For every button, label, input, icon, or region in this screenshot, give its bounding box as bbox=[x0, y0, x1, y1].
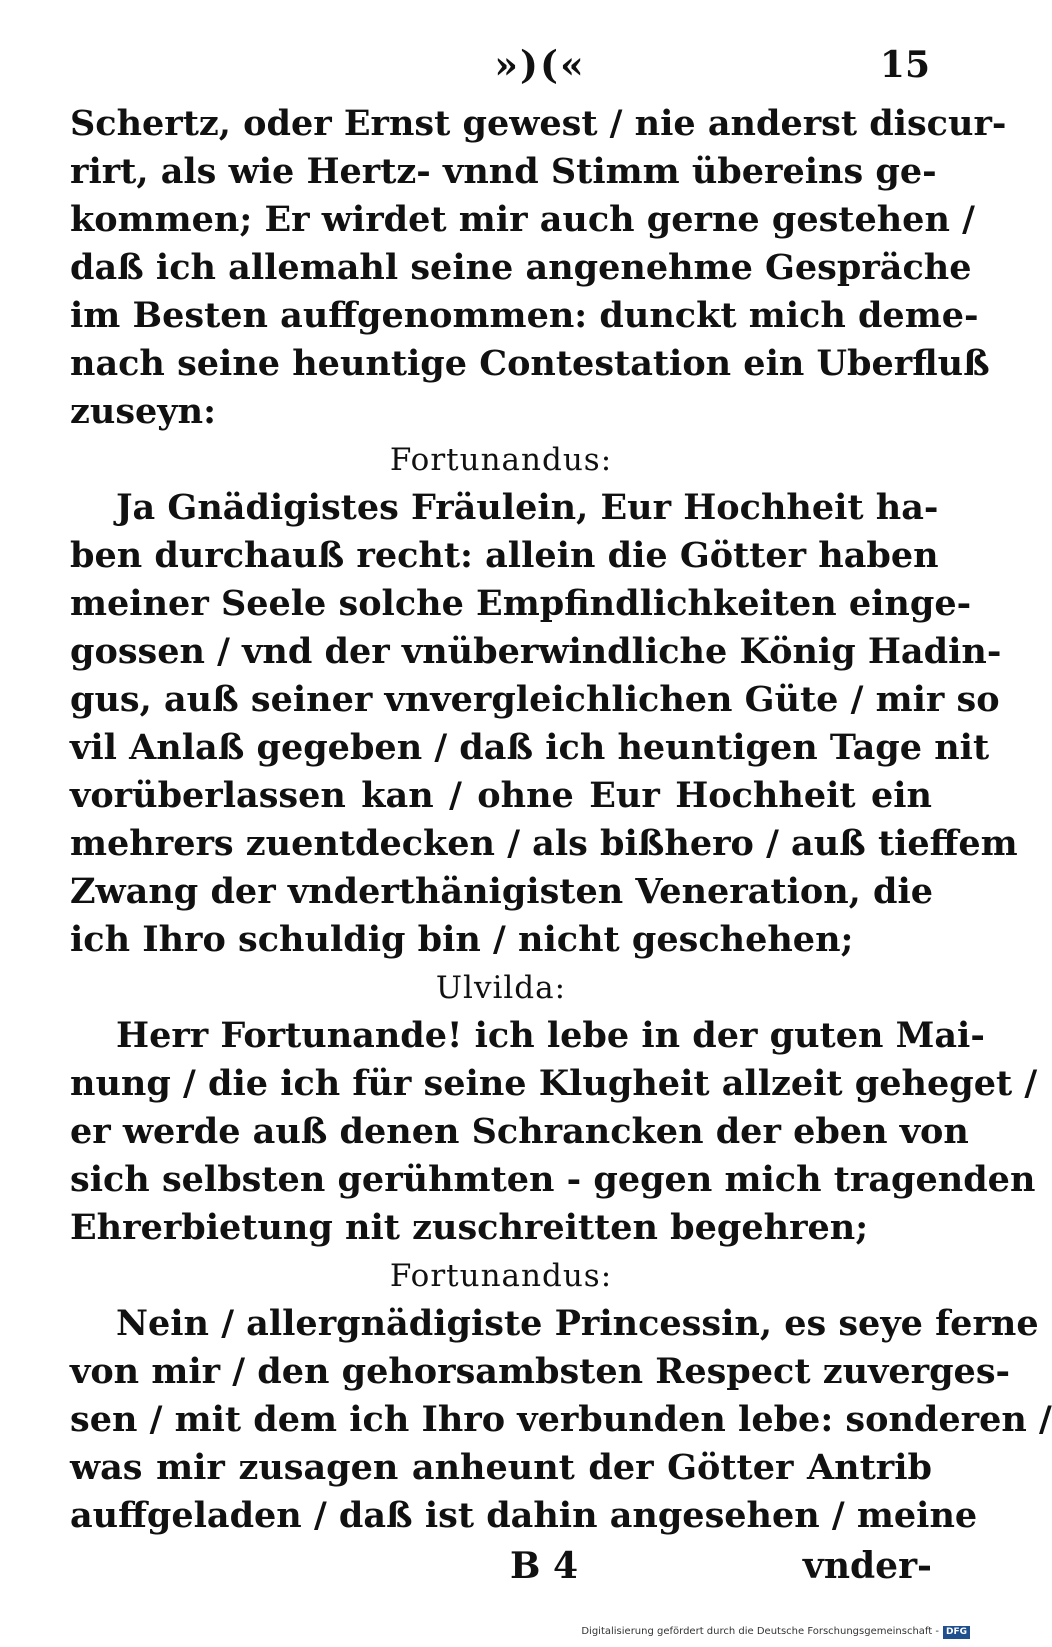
text-line: Herr Fortunande! ich lebe in der guten Mai- bbox=[116, 1015, 985, 1056]
text-line: zuseyn: bbox=[70, 391, 216, 432]
text-line: ich Ihro schuldig bin / nicht geschehen; bbox=[70, 919, 854, 960]
text-line: kommen; Er wirdet mir auch gerne gestehen / bbox=[70, 199, 975, 240]
text-line: nach seine heuntige Contestation ein Uberfluß bbox=[70, 343, 990, 384]
text-line: mehrers zuentdecken / als bißhero / auß tieffem bbox=[70, 823, 1018, 864]
text-line: er werde auß denen Schrancken der eben von bbox=[70, 1111, 969, 1152]
text-line: ben durchauß recht: allein die Götter haben bbox=[70, 535, 939, 576]
speaker-name: Fortunandus: bbox=[389, 1258, 613, 1294]
text-line: gus, auß seiner vnvergleichlichen Güte / mir so bbox=[70, 679, 1000, 720]
signature-mark: B 4 bbox=[510, 1545, 579, 1587]
text-line: sen / mit dem ich Ihro verbunden lebe: sonderen / bbox=[70, 1399, 1052, 1440]
text-line: vil Anlaß gegeben / daß ich heuntigen Tage nit bbox=[70, 727, 990, 768]
text-line: was mir zusagen anheunt der Götter Antrib bbox=[70, 1447, 932, 1488]
text-line: Nein / allergnädigiste Princessin, es seye ferne bbox=[116, 1303, 1039, 1344]
text-line: nung / die ich für seine Klugheit allzeit geheget / bbox=[70, 1063, 1038, 1104]
catchword: vnder- bbox=[802, 1545, 932, 1587]
text-line: sich selbsten gerühmten - gegen mich tragenden bbox=[70, 1159, 1036, 1200]
header-ornament: »)(« bbox=[494, 42, 586, 87]
text-line: auffgeladen / daß ist dahin angesehen / meine bbox=[70, 1495, 978, 1536]
credit-text: Digitalisierung gefördert durch die Deutsche Forschungsgemeinschaft - bbox=[581, 1626, 939, 1637]
digitization-credit bbox=[581, 1623, 970, 1641]
text-line: im Besten auffgenommen: dunckt mich deme- bbox=[70, 295, 979, 336]
text-line: Zwang der vnderthänigisten Veneration, die bbox=[70, 871, 934, 912]
page-header bbox=[70, 42, 930, 92]
text-line: vorüberlassen kan / ohne Eur Hochheit ein bbox=[70, 775, 932, 816]
text-line: gossen / vnd der vnüberwindliche König Hadin- bbox=[70, 631, 1002, 672]
text-line: rirt, als wie Hertz- vnnd Stimm übereins ge- bbox=[70, 151, 937, 192]
text-line: Ja Gnädigistes Fräulein, Eur Hochheit ha- bbox=[116, 487, 939, 528]
page-footer bbox=[70, 1545, 932, 1595]
text-line: meiner Seele solche Empfindlichkeiten einge- bbox=[70, 583, 972, 624]
text-line: daß ich allemahl seine angenehme Gespräche bbox=[70, 247, 972, 288]
text-line: Ehrerbietung nit zuschreitten begehren; bbox=[70, 1207, 869, 1248]
page-number: 15 bbox=[879, 44, 930, 86]
body-text bbox=[70, 100, 1052, 1540]
speaker-name: Ulvilda: bbox=[435, 970, 567, 1006]
dfg-logo-icon: DFG bbox=[943, 1626, 970, 1639]
text-line: Schertz, oder Ernst gewest / nie anderst discur- bbox=[70, 103, 1007, 144]
speaker-name: Fortunandus: bbox=[389, 442, 613, 478]
text-line: von mir / den gehorsambsten Respect zuverges- bbox=[70, 1351, 1011, 1392]
